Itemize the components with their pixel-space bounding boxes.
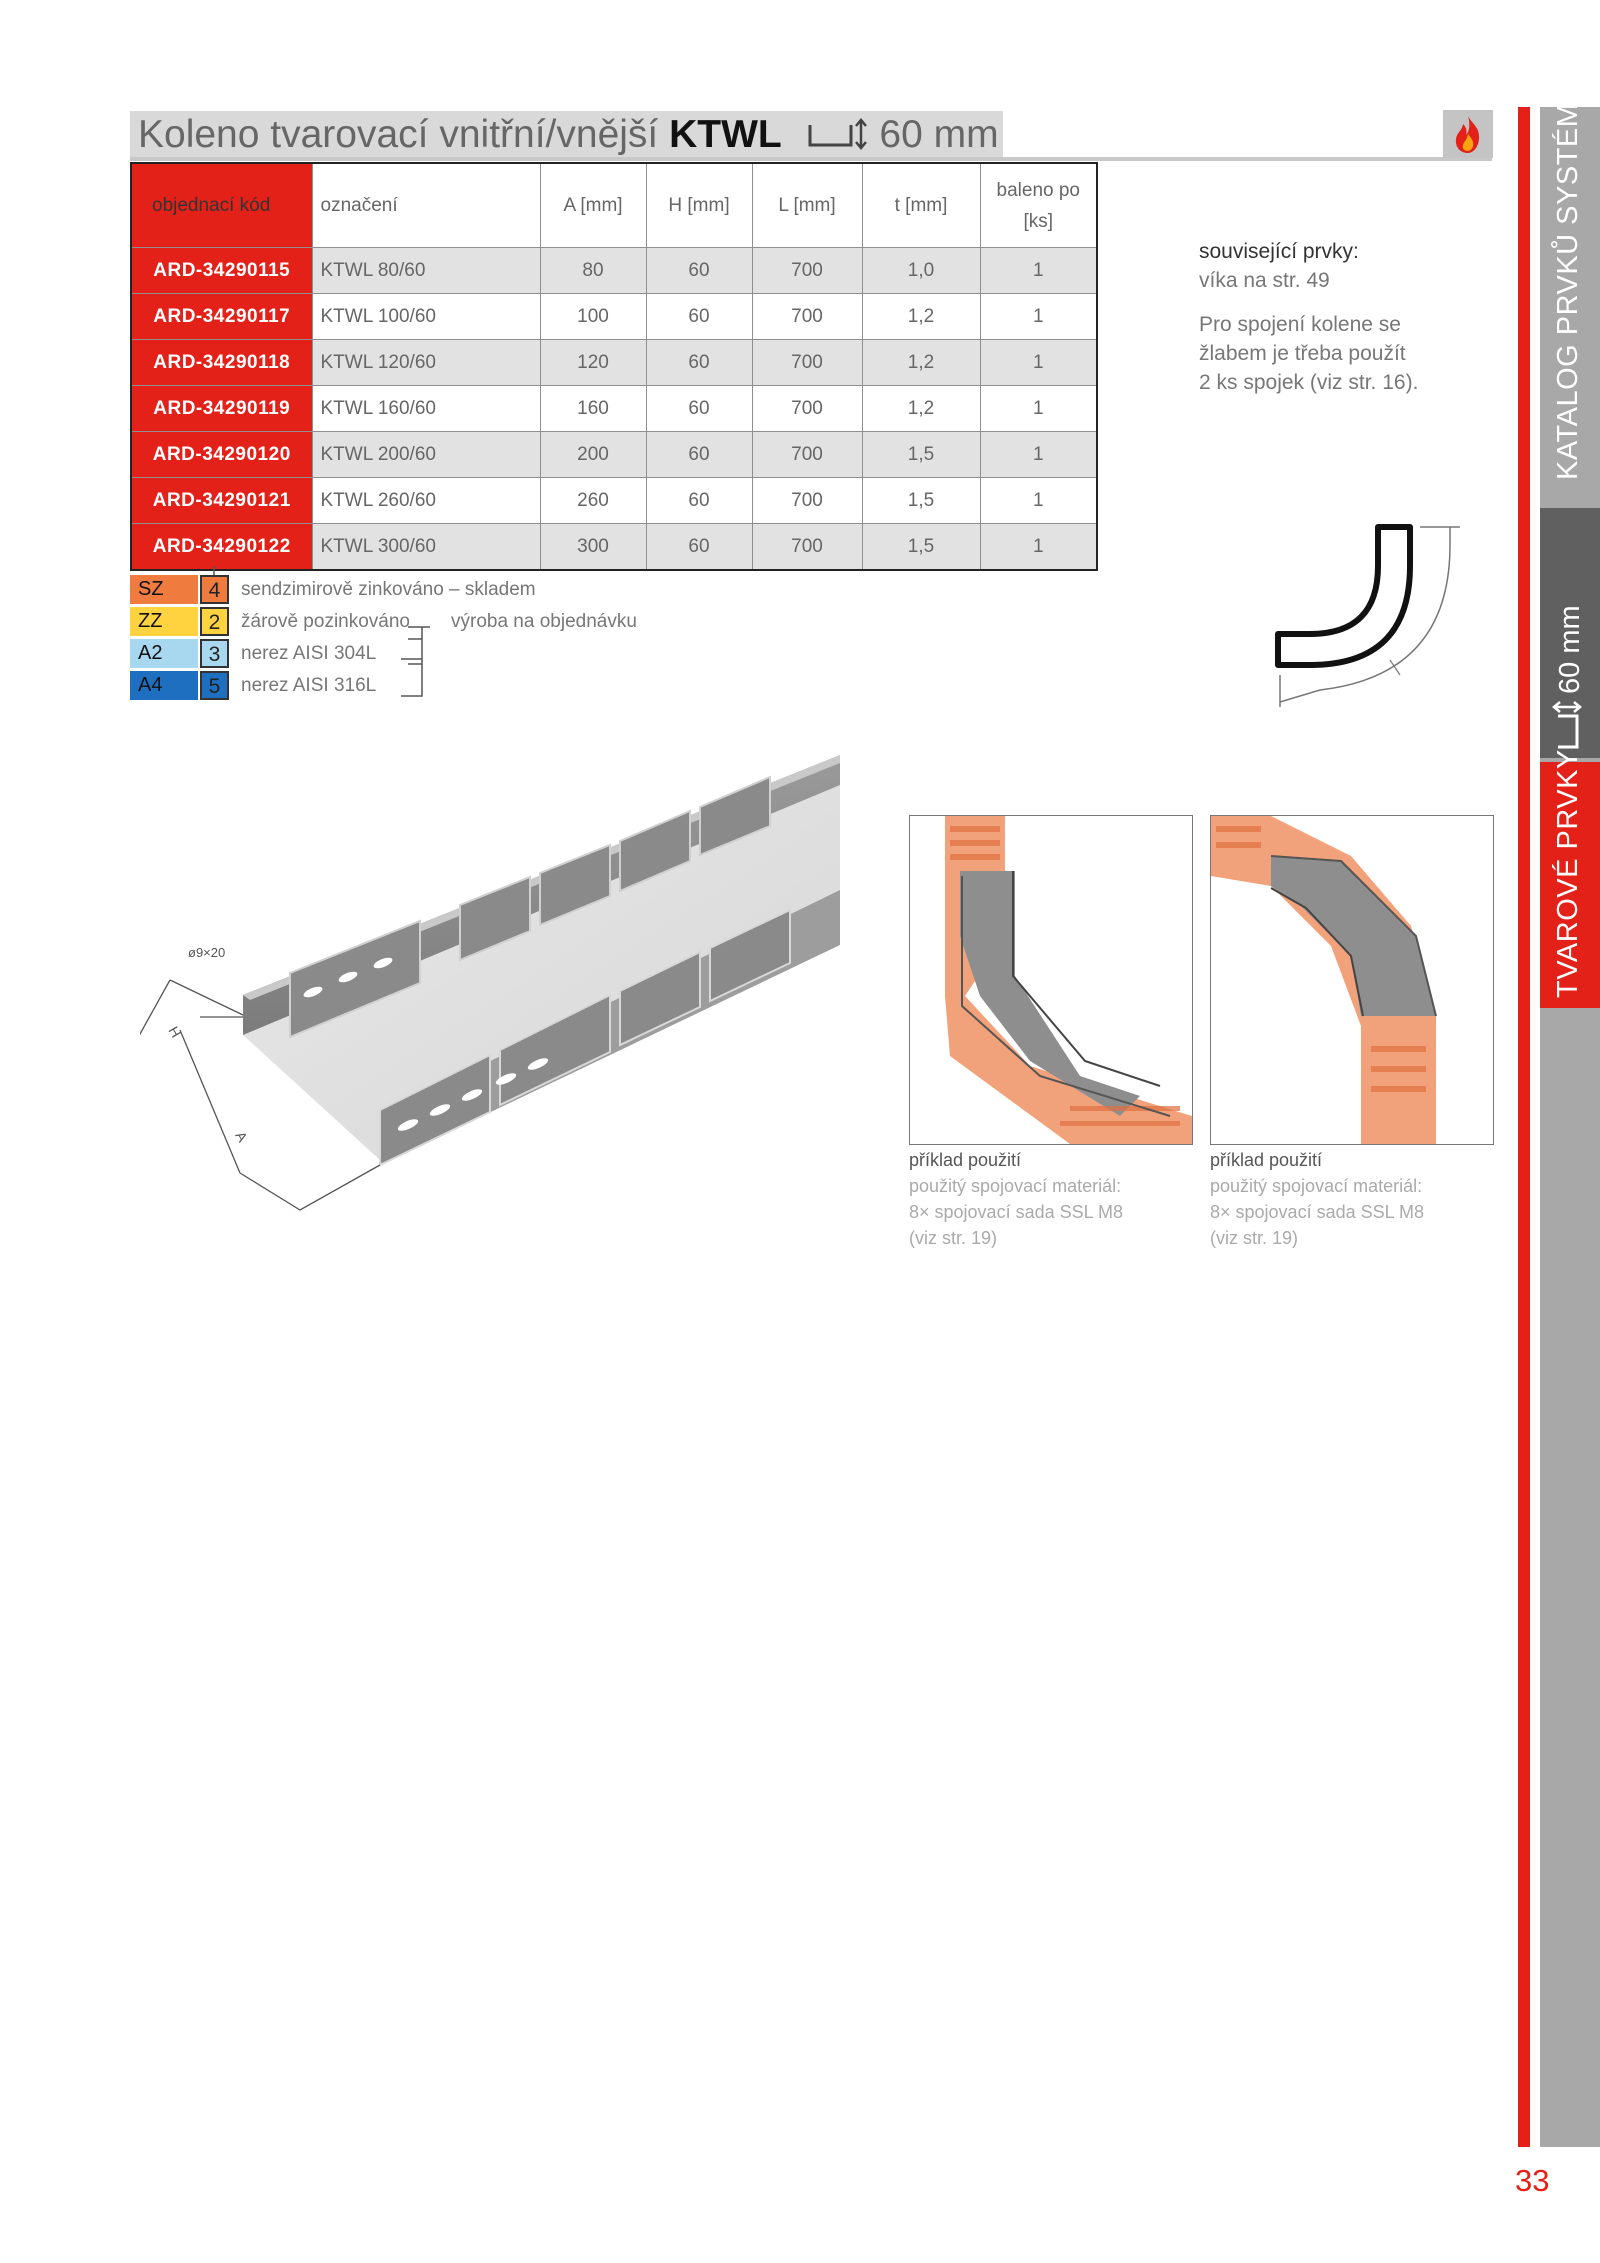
cell-h: 60 (646, 340, 752, 386)
cell-a: 260 (540, 478, 646, 524)
page-title (138, 110, 999, 160)
cell-code: ARD-34290119 (131, 386, 312, 432)
caption-title: příklad použití (1210, 1150, 1323, 1170)
header-t: t [mm] (862, 163, 980, 248)
finish-legend (130, 575, 650, 705)
sidebar-catalog-label: KATALOG PRVKŮ SYSTÉMU (1552, 81, 1584, 480)
cell-h: 60 (646, 386, 752, 432)
table-row (131, 294, 1097, 340)
legend-code-a2: A2 (130, 639, 198, 668)
header-h: H [mm] (646, 163, 752, 248)
legend-code-zz: ZZ (130, 607, 198, 636)
related-note-1: Pro spojení kolene se (1199, 313, 1401, 336)
spec-table (130, 162, 1098, 571)
cell-pack: 1 (980, 386, 1097, 432)
cell-a: 120 (540, 340, 646, 386)
caption-line: (viz str. 19) (1210, 1228, 1299, 1248)
table-row (131, 248, 1097, 294)
hole-label: ø9×20 (188, 945, 226, 960)
dim-a-label: A (232, 1128, 251, 1145)
example-caption-2 (1210, 1147, 1500, 1251)
cell-l: 700 (752, 432, 862, 478)
cell-l: 700 (752, 294, 862, 340)
cell-a: 200 (540, 432, 646, 478)
dim-h-label: H (165, 1023, 185, 1041)
cell-l: 700 (752, 524, 862, 571)
cell-code: ARD-34290117 (131, 294, 312, 340)
tray-profile-icon (807, 117, 869, 151)
legend-code-sz: SZ (130, 575, 198, 604)
sidebar-size-text: 60 mm (1554, 605, 1586, 694)
fire-icon (1443, 110, 1493, 158)
header-pack: baleno po [ks] (980, 163, 1097, 248)
cell-t: 1,5 (862, 478, 980, 524)
cell-t: 1,2 (862, 340, 980, 386)
legend-num-sz: 4 (200, 575, 229, 604)
legend-code-a4: A4 (130, 671, 198, 700)
bend-schematic (1270, 515, 1470, 715)
cell-name: KTWL 120/60 (312, 340, 540, 386)
cell-name: KTWL 300/60 (312, 524, 540, 571)
cell-l: 700 (752, 340, 862, 386)
table-row (131, 432, 1097, 478)
cell-a: 100 (540, 294, 646, 340)
cell-pack: 1 (980, 294, 1097, 340)
example-caption-1 (909, 1147, 1199, 1251)
cell-pack: 1 (980, 524, 1097, 571)
cell-a: 80 (540, 248, 646, 294)
caption-line: 8× spojovací sada SSL M8 (1210, 1202, 1424, 1222)
example-photo-1 (909, 815, 1193, 1145)
sidebar-red-stripe (1518, 107, 1530, 2147)
legend-num-a4: 5 (200, 671, 229, 700)
header-code: objednací kód (131, 163, 312, 248)
cell-pack: 1 (980, 432, 1097, 478)
cell-h: 60 (646, 524, 752, 571)
legend-num-a2: 3 (200, 639, 229, 668)
related-line: víka na str. 49 (1199, 269, 1330, 292)
caption-line: 8× spojovací sada SSL M8 (909, 1202, 1123, 1222)
related-heading: související prvky: (1199, 240, 1359, 263)
cell-pack: 1 (980, 248, 1097, 294)
cell-name: KTWL 200/60 (312, 432, 540, 478)
cell-a: 160 (540, 386, 646, 432)
caption-line: (viz str. 19) (909, 1228, 998, 1248)
tray-drawing (140, 755, 840, 1235)
caption-line: použitý spojovací materiál: (909, 1176, 1122, 1196)
cell-name: KTWL 100/60 (312, 294, 540, 340)
cell-t: 1,0 (862, 248, 980, 294)
title-product: KTWL (669, 113, 782, 156)
sidebar-size-label (1552, 605, 1587, 750)
cell-code: ARD-34290120 (131, 432, 312, 478)
table-row (131, 386, 1097, 432)
cell-t: 1,2 (862, 386, 980, 432)
header-a: A [mm] (540, 163, 646, 248)
cell-name: KTWL 160/60 (312, 386, 540, 432)
page-number: 33 (1515, 2163, 1550, 2198)
header-l: L [mm] (752, 163, 862, 248)
sidebar-section-label: TVAROVÉ PRVKY (1552, 749, 1584, 998)
cell-h: 60 (646, 478, 752, 524)
cell-code: ARD-34290121 (131, 478, 312, 524)
caption-title: příklad použití (909, 1150, 1022, 1170)
cell-code: ARD-34290115 (131, 248, 312, 294)
tray-profile-icon (1552, 700, 1582, 750)
example-photo-2 (1210, 815, 1494, 1145)
cell-code: ARD-34290118 (131, 340, 312, 386)
cell-code: ARD-34290122 (131, 524, 312, 571)
caption-line: použitý spojovací materiál: (1210, 1176, 1423, 1196)
cell-pack: 1 (980, 478, 1097, 524)
related-note-2: žlabem je třeba použít (1199, 342, 1406, 365)
header-name: označení (312, 163, 540, 248)
cell-a: 300 (540, 524, 646, 571)
legend-order-note: výroba na objednávku (451, 611, 637, 632)
cell-h: 60 (646, 294, 752, 340)
legend-label-a2: nerez AISI 304L (241, 643, 377, 664)
related-note-3: 2 ks spojek (viz str. 16). (1199, 371, 1419, 394)
cell-l: 700 (752, 478, 862, 524)
legend-num-zz: 2 (200, 607, 229, 636)
cell-t: 1,2 (862, 294, 980, 340)
cell-h: 60 (646, 248, 752, 294)
title-main: Koleno tvarovací vnitřní/vnější (138, 113, 659, 156)
cell-l: 700 (752, 248, 862, 294)
legend-label-zz: žárově pozinkováno (241, 611, 410, 632)
legend-label-a4: nerez AISI 316L (241, 675, 377, 696)
legend-label-sz: sendzimirově zinkováno – skladem (241, 579, 536, 600)
cell-t: 1,5 (862, 524, 980, 571)
cell-h: 60 (646, 432, 752, 478)
cell-pack: 1 (980, 340, 1097, 386)
cell-t: 1,5 (862, 432, 980, 478)
cell-l: 700 (752, 386, 862, 432)
title-size: 60 mm (879, 113, 999, 156)
table-row (131, 478, 1097, 524)
cell-name: KTWL 80/60 (312, 248, 540, 294)
table-header-row (131, 163, 1097, 248)
table-row (131, 340, 1097, 386)
cell-name: KTWL 260/60 (312, 478, 540, 524)
